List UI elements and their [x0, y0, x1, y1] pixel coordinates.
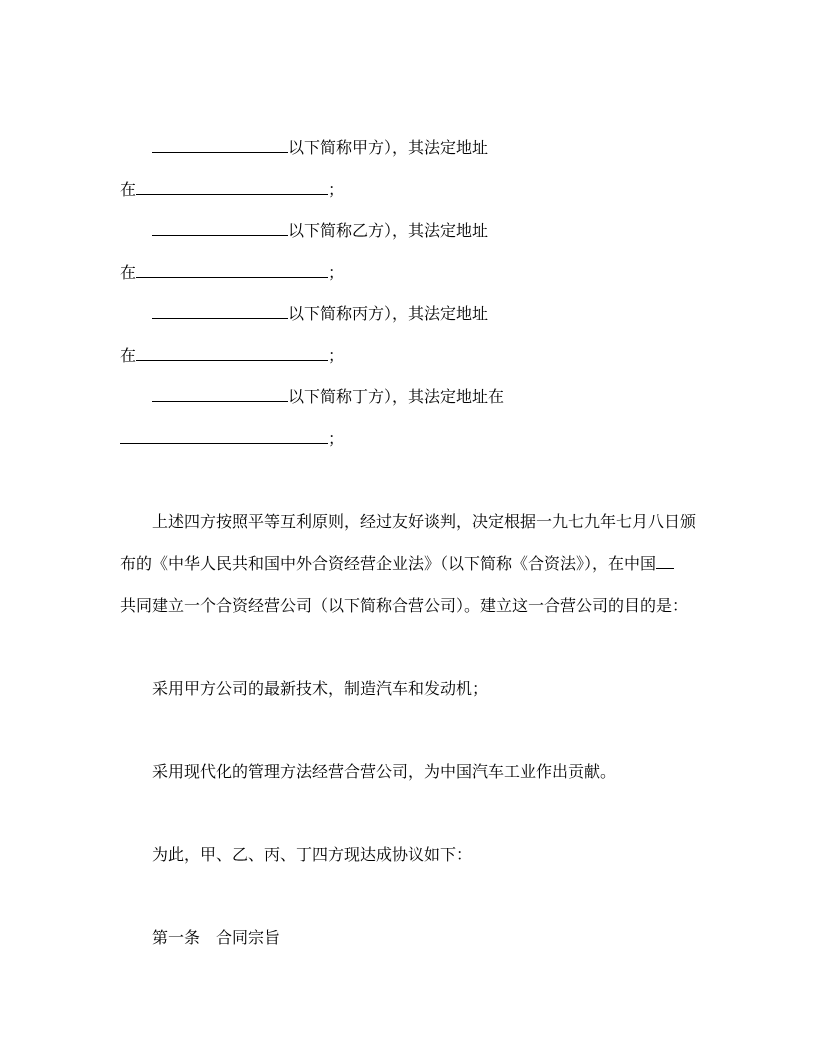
article-1-title: 合同宗旨 [216, 928, 281, 947]
intro-line-1: 上述四方按照平等互利原则，经过友好谈判，决定根据一九七九年七月八日颁 [152, 512, 697, 531]
party-b-name-blank[interactable] [152, 221, 288, 236]
intro-line-2 [120, 554, 674, 574]
article-1-heading [152, 928, 280, 948]
party-a-address-line [120, 180, 344, 200]
party-a-address-end: ； [328, 180, 345, 199]
party-b-suffix: 以下简称乙方），其法定地址 [288, 221, 489, 240]
party-d-address-end: ； [328, 429, 345, 448]
intro-line-3: 共同建立一个合资经营公司（以下简称合营公司）。建立这一合营公司的目的是： [120, 596, 689, 615]
party-a-line [152, 138, 488, 158]
party-d-address-blank[interactable] [136, 429, 328, 444]
party-d-line [152, 387, 504, 407]
intro-line-2-text: 布的《中华人民共和国中外合资经营企业法》（以下简称《合资法》），在中国 [120, 554, 657, 573]
party-b-address-end: ； [328, 263, 345, 282]
party-b-address-prefix: 在 [120, 263, 137, 282]
party-d-name-blank[interactable] [152, 387, 288, 402]
party-a-address-blank[interactable] [136, 180, 328, 195]
article-1-number: 第一条 [152, 928, 201, 947]
party-c-name-blank[interactable] [152, 304, 288, 319]
party-a-name-blank[interactable] [152, 138, 288, 153]
party-c-address-prefix: 在 [120, 346, 137, 365]
party-b-line [152, 221, 488, 241]
party-d-suffix: 以下简称丁方），其法定地址在 [288, 387, 505, 406]
party-c-line [152, 304, 488, 324]
party-b-address-blank[interactable] [136, 263, 328, 278]
party-a-address-prefix: 在 [120, 180, 137, 199]
party-b-address-line [120, 263, 344, 283]
party-c-suffix: 以下简称丙方），其法定地址 [288, 304, 489, 323]
purpose-1: 采用甲方公司的最新技术，制造汽车和发动机； [152, 679, 489, 698]
party-c-address-end: ； [328, 346, 345, 365]
party-d-address-blank-short[interactable] [120, 429, 136, 444]
party-d-address-line [120, 429, 344, 449]
china-location-blank[interactable] [656, 554, 674, 569]
party-c-address-line [120, 346, 344, 366]
party-a-suffix: 以下简称甲方），其法定地址 [288, 138, 489, 157]
agreement-statement: 为此，甲、乙、丙、丁四方现达成协议如下： [152, 845, 473, 864]
purpose-2: 采用现代化的管理方法经营合营公司，为中国汽车工业作出贡献。 [152, 762, 617, 781]
party-c-address-blank[interactable] [136, 346, 328, 361]
